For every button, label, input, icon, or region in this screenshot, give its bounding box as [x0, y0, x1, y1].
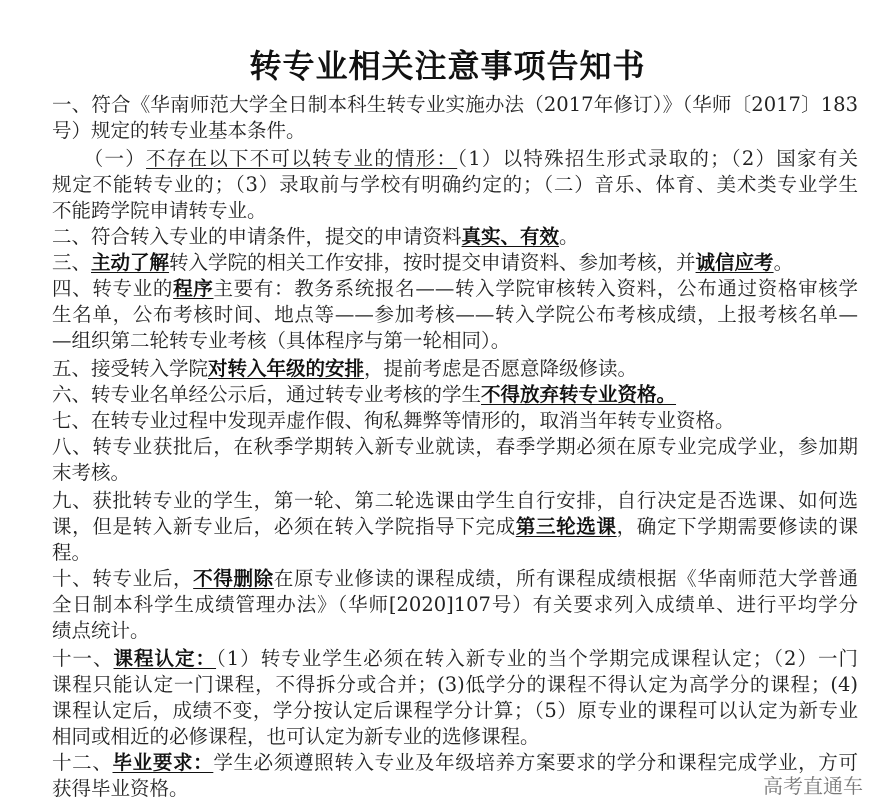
text-line-27 — [52, 776, 858, 802]
text: 三、 — [52, 251, 92, 274]
text-line-15 — [52, 460, 858, 486]
text-line-22 — [52, 646, 858, 672]
text: 课程认定后，成绩不变，学分按认定后课程学分计算；（5）原专业的课程可以认定为新专业 — [52, 699, 858, 722]
text-line-6 — [52, 224, 858, 250]
text-line-26 — [52, 750, 858, 776]
text-line-2 — [52, 118, 858, 144]
text: 全日制本科学生成绩管理办法》（华师[2020]107号）有关要求列入成绩单、进行平均学分 — [52, 593, 858, 616]
text: 。 — [773, 251, 794, 274]
text-line-17 — [52, 514, 858, 540]
text-line-16 — [52, 488, 858, 514]
text: 获得毕业资格。 — [52, 777, 189, 800]
text: 在原专业修读的课程成绩，所有课程成绩根据《华南师范大学普通 — [273, 567, 858, 590]
text: ，提前考虑是否愿意降级修读。 — [364, 357, 638, 380]
emphasis-honest-exam: 诚信应考 — [695, 251, 774, 274]
text: 程。 — [52, 541, 92, 564]
text-line-25 — [52, 724, 858, 750]
text-line-19 — [52, 566, 858, 592]
emphasis-no-abandon: 不得放弃转专业资格。 — [481, 383, 677, 406]
document-title: 转专业相关注意事项告知书 — [249, 47, 646, 85]
text: 学生必须遵照转入专业及年级培养方案要求的学分和课程完成学业，方可 — [213, 751, 858, 774]
text-line-21 — [52, 618, 858, 644]
text-line-18 — [52, 540, 858, 566]
text: 四、转专业的 — [52, 277, 174, 300]
text-line-20 — [52, 592, 858, 618]
emphasis-grade-arrangement: 对转入年级的安排 — [208, 357, 365, 380]
emphasis-course-recognition: 课程认定： — [113, 647, 217, 670]
emphasis-graduation-req: 毕业要求： — [112, 751, 214, 774]
text: 不能跨学院申请转专业。 — [52, 199, 267, 222]
emphasis-no-delete: 不得删除 — [193, 567, 274, 590]
text-line-10 — [52, 328, 858, 354]
text-line-9 — [52, 302, 858, 328]
text: （1）以特殊招生形式录取的；（2）国家有关 — [457, 147, 858, 170]
text: 规定不能转专业的；（3）录取前与学校有明确约定的；（二）音乐、体育、美术类专业学生 — [52, 173, 858, 196]
text: 六、转专业名单经公示后，通过转专业考核的学生 — [52, 383, 482, 406]
emphasis-true-valid: 真实、有效 — [461, 225, 560, 248]
text: 二、符合转入专业的申请条件，提交的申请资料 — [52, 225, 462, 248]
text: 主要有：教务系统报名——转入学院审核转入资料，公布通过资格审核学 — [213, 277, 858, 300]
text: 课程只能认定一门课程，不得拆分或合并；(3)低学分的课程不得认定为高学分的课程；(4) — [52, 673, 858, 696]
emphasis-procedure: 程序 — [173, 277, 214, 300]
text: 七、在转专业过程中发现弄虚作假、徇私舞弊等情形的，取消当年转专业资格。 — [52, 409, 735, 432]
text-line-1 — [52, 92, 858, 118]
text-line-11 — [52, 356, 858, 382]
text: 。 — [559, 225, 579, 248]
text-line-7 — [52, 250, 858, 276]
text-line-8 — [52, 276, 858, 302]
text: 绩点统计。 — [52, 619, 150, 642]
watermark: 高考直通车 — [763, 774, 863, 798]
text: 十二、 — [52, 751, 113, 774]
text-line-24 — [52, 698, 858, 724]
text: 十一、 — [52, 647, 114, 670]
text: （一） — [52, 147, 146, 170]
emphasis-proactive: 主动了解 — [91, 251, 170, 274]
text: 五、接受转入学院 — [52, 357, 209, 380]
text-line-14 — [52, 434, 858, 460]
text: 号）规定的转专业基本条件。 — [52, 119, 306, 142]
text: 生名单，公布考核时间、地点等——参加考核——转入学院公布考核成绩，上报考核名单— — [52, 303, 858, 326]
text: ，确定下学期需要修读的课 — [616, 515, 858, 538]
text-line-12 — [52, 382, 858, 408]
text-line-13 — [52, 408, 858, 434]
text: 九、获批转专业的学生，第一轮、第二轮选课由学生自行安排，自行决定是否选课、如何选 — [52, 489, 858, 512]
emphasis-third-round: 第三轮选课 — [515, 515, 617, 538]
text: 课，但是转入新专业后，必须在转入学院指导下完成 — [52, 515, 516, 538]
text: 八、转专业获批后，在秋季学期转入新专业就读，春季学期必须在原专业完成学业，参加期 — [52, 435, 858, 458]
underlined-condition: 不存在以下不可以转专业的情形： — [146, 147, 458, 170]
text: 十、转专业后， — [52, 567, 194, 590]
text-line-4 — [52, 172, 858, 198]
text: 转入学院的相关工作安排，按时提交申请资料、参加考核，并 — [169, 251, 696, 274]
text: （1）转专业学生必须在转入新专业的当个学期完成课程认定；（2）一门 — [216, 647, 858, 670]
text: 相同或相近的必修课程，也可认定为新专业的选修课程。 — [52, 725, 540, 748]
text-line-5 — [52, 198, 858, 224]
text-line-23 — [52, 672, 858, 698]
text: —组织第二轮转专业考核（具体程序与第一轮相同）。 — [52, 329, 511, 352]
text-line-3 — [52, 146, 858, 172]
text: 一、符合《华南师范大学全日制本科生转专业实施办法（2017年修订）》（华师〔2017〕183 — [52, 93, 858, 116]
text: 末考核。 — [52, 461, 131, 484]
